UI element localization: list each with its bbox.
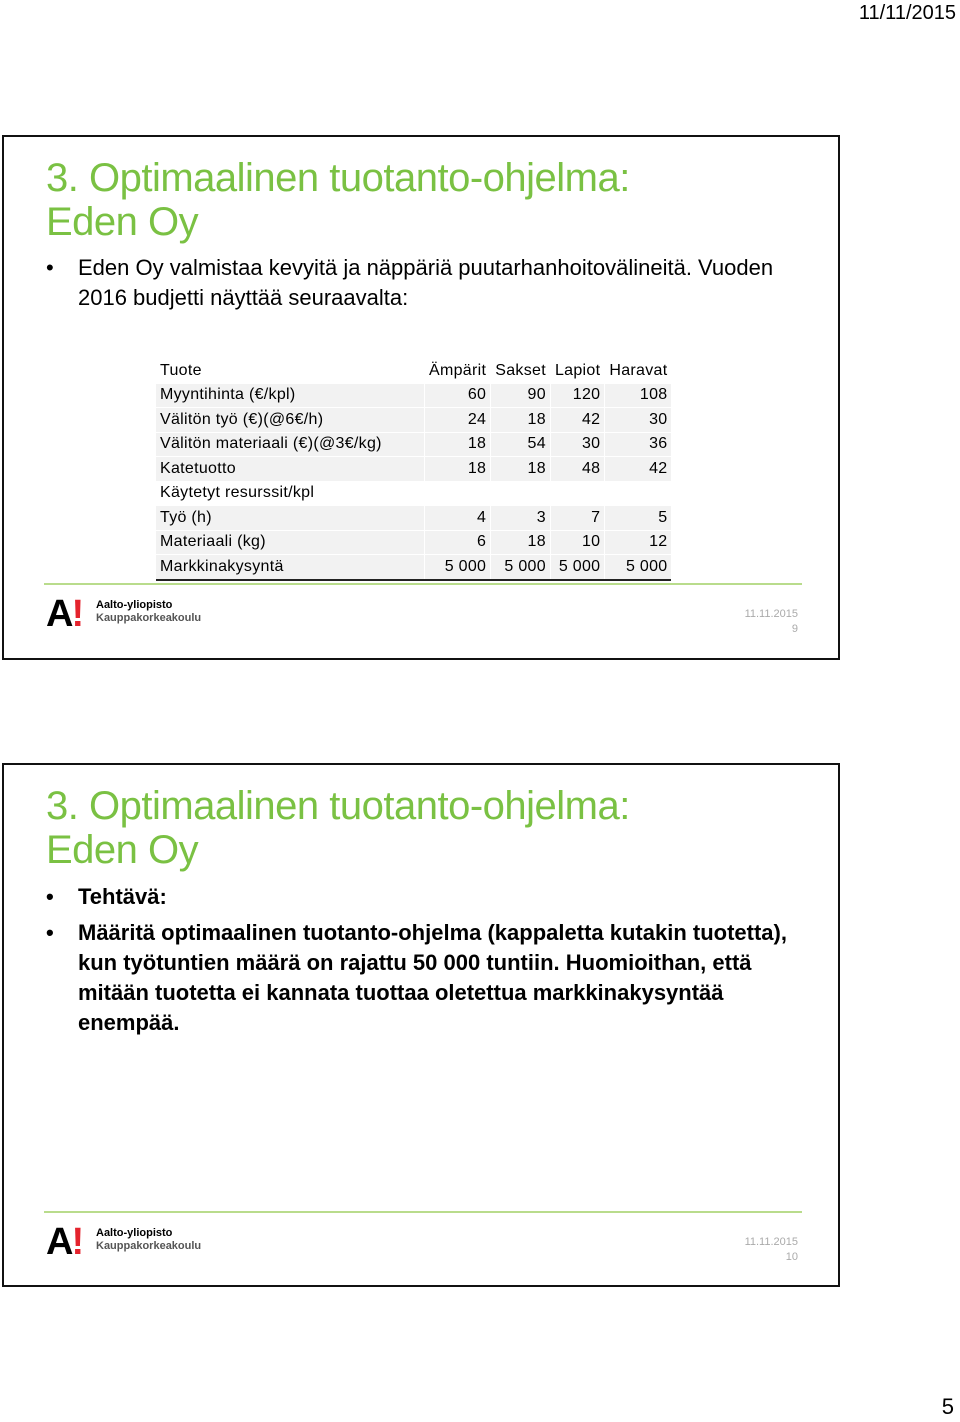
table-row-label: Materiaali (kg)	[156, 530, 425, 555]
table-cell: Lapiot	[550, 359, 604, 383]
table-cell: Sakset	[491, 359, 551, 383]
table-cell: 5 000	[605, 555, 672, 580]
table-row-label: Välitön materiaali (€)(@3€/kg)	[156, 432, 425, 457]
table-cell: 18	[425, 432, 491, 457]
slide-date: 11.11.2015	[744, 608, 798, 620]
logo-sub: Kauppakorkeakoulu	[96, 612, 202, 624]
table-cell: 5 000	[425, 555, 491, 580]
page-date: 11/11/2015	[858, 2, 956, 24]
table-row-label: Myyntihinta (€/kpl)	[156, 383, 425, 408]
table-cell: 30	[550, 432, 604, 457]
logo-text	[96, 599, 201, 625]
slide-title-line2: Eden Oy	[46, 200, 199, 244]
table-row-label: Katetuotto	[156, 457, 425, 482]
table-cell	[605, 481, 672, 506]
logo-name: Aalto-yliopisto	[96, 599, 173, 611]
table-row-label: Markkinakysyntä	[156, 555, 425, 580]
table-cell: Ämpärit	[425, 359, 491, 383]
slide-number: 10	[785, 1251, 798, 1263]
slide-date: 11.11.2015	[744, 1236, 798, 1248]
footer-divider	[44, 1211, 802, 1213]
slide-title	[46, 156, 630, 244]
table-cell: 108	[605, 383, 672, 408]
table-cell: 12	[605, 530, 672, 555]
bullet-intro: • Eden Oy valmistaa kevyitä ja näppäriä puutarhanhoitovälineitä. Vuoden 2016 budjetti näyttää seuraavalta:	[46, 253, 808, 313]
bullet-list	[46, 253, 808, 313]
logo-mark: A!	[46, 1221, 83, 1263]
table-cell	[491, 481, 551, 506]
slide-title-line1: 3. Optimaalinen tuotanto-ohjelma:	[46, 156, 630, 200]
slide-number: 9	[791, 623, 798, 635]
table-row-label: Työ (h)	[156, 506, 425, 531]
table-cell: 120	[550, 383, 604, 408]
table-row	[156, 432, 671, 457]
bullet-task-description: • Määritä optimaalinen tuotanto-ohjelma (kappaletta kutakin tuotetta), kun työtuntien määrä on rajattu 50 000 tuntiin. Huomioithan, että mitään tuotetta ei kannata tuottaa oletettua markkinakysyntää enempää.	[46, 918, 808, 1038]
table-row	[156, 383, 671, 408]
table-cell: 42	[605, 457, 672, 482]
table-cell: 5	[605, 506, 672, 531]
table-cell: 5 000	[550, 555, 604, 580]
table-cell: 90	[491, 383, 551, 408]
table-cell: 6	[425, 530, 491, 555]
table-row	[156, 506, 671, 531]
table-cell: 3	[491, 506, 551, 531]
table-cell: 42	[550, 408, 604, 433]
bullet-task-heading: • Tehtävä:	[46, 882, 808, 912]
bullet-list	[46, 882, 808, 1038]
table-row	[156, 555, 671, 580]
table-cell: 10	[550, 530, 604, 555]
table-row	[156, 530, 671, 555]
table-cell: 24	[425, 408, 491, 433]
slide-title-line2: Eden Oy	[46, 828, 199, 872]
logo-mark: A!	[46, 593, 83, 635]
table-cell	[425, 481, 491, 506]
page-number: 5	[941, 1394, 954, 1419]
footer-divider	[44, 583, 802, 585]
table-cell: 18	[491, 530, 551, 555]
table-cell: 54	[491, 432, 551, 457]
table-cell: Haravat	[605, 359, 672, 383]
budget-table	[156, 359, 671, 581]
table-row	[156, 457, 671, 482]
table-row-label: Välitön työ (€)(@6€/h)	[156, 408, 425, 433]
table-cell: 4	[425, 506, 491, 531]
table-row-label: Käytetyt resurssit/kpl	[156, 481, 425, 506]
table-cell: 5 000	[491, 555, 551, 580]
table-cell: 30	[605, 408, 672, 433]
logo-text	[96, 1227, 201, 1253]
slide-title	[46, 784, 630, 872]
table-cell: 18	[491, 408, 551, 433]
table-cell: 18	[491, 457, 551, 482]
table-cell: 60	[425, 383, 491, 408]
table-row-label: Tuote	[156, 359, 425, 383]
table-row	[156, 481, 671, 506]
logo-name: Aalto-yliopisto	[96, 1227, 173, 1239]
table-cell: 48	[550, 457, 604, 482]
table-row	[156, 408, 671, 433]
table-row	[156, 359, 671, 383]
table-cell: 36	[605, 432, 672, 457]
slide-10	[2, 763, 840, 1287]
logo-sub: Kauppakorkeakoulu	[96, 1240, 202, 1252]
slide-title-line1: 3. Optimaalinen tuotanto-ohjelma:	[46, 784, 630, 828]
table-cell: 18	[425, 457, 491, 482]
table-cell: 7	[550, 506, 604, 531]
table-cell	[550, 481, 604, 506]
slide-9	[2, 135, 840, 660]
